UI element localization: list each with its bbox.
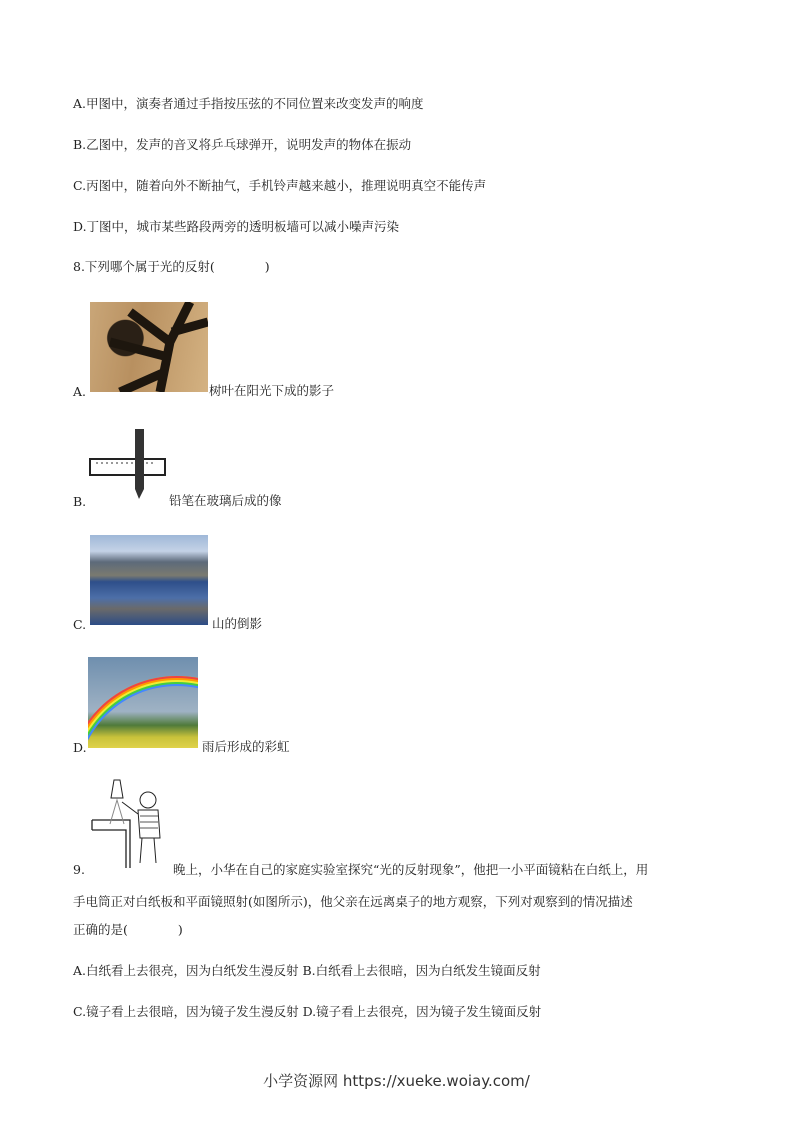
- footer-watermark: 小学资源网 https://xueke.woiay.com/: [263, 1072, 530, 1090]
- q9-options-cd: C.镜子看上去很暗，因为镜子发生漫反射 D.镜子看上去很亮，因为镜子发生镜面反射: [73, 1004, 542, 1019]
- boy-flashlight-image: [90, 778, 170, 870]
- q9-line1: 晚上，小华在自己的家庭实验室探究“光的反射现象”，他把一小平面镜粘在白纸上，用: [173, 862, 649, 877]
- q8-option-a-label: A.: [73, 384, 87, 399]
- q8-option-b-caption: 铅笔在玻璃后成的像: [169, 493, 282, 508]
- q9-line2: [73, 894, 633, 910]
- q7-option-a: A.甲图中，演奏者通过手指按压弦的不同位置来改变发声的响度: [73, 96, 424, 111]
- pencil-glass-image: [88, 427, 168, 501]
- q9-line3: 正确的是( ): [73, 922, 183, 937]
- rainbow-image: [88, 657, 198, 748]
- q8-stem: 8.下列哪个属于光的反射( ): [73, 259, 270, 274]
- q9-figure-ref: (如图所示): [248, 894, 308, 909]
- q8-option-b-label: B.: [73, 494, 87, 509]
- q7-option-b: B.乙图中，发声的音叉将乒乓球弹开，说明发声的物体在振动: [73, 137, 412, 152]
- q7-option-d: D.丁图中，城市某些路段两旁的透明板墙可以减小噪声污染: [73, 219, 400, 234]
- q9-line2b: ，他父亲在远离桌子的地方观察，下列对观察到的情况描述: [307, 894, 633, 909]
- q9-options-ab: A.白纸看上去很亮，因为白纸发生漫反射 B.白纸看上去很暗，因为白纸发生镜面反射: [73, 963, 541, 978]
- q9-number: 9.: [73, 862, 85, 877]
- q9-line2a: 手电筒正对白纸板和平面镜照射: [73, 894, 249, 909]
- tree-shadow-image: [90, 302, 208, 392]
- q8-option-d-caption: 雨后形成的彩虹: [202, 739, 290, 754]
- q8-option-d-label: D.: [73, 740, 87, 755]
- mountain-reflection-image: [90, 535, 208, 625]
- q8-option-c-label: C.: [73, 617, 87, 632]
- q8-option-a-caption: 树叶在阳光下成的影子: [209, 383, 335, 398]
- q8-option-c-caption: 山的倒影: [212, 616, 263, 631]
- q7-option-c: C.丙图中，随着向外不断抽气，手机铃声越来越小，推理说明真空不能传声: [73, 178, 487, 193]
